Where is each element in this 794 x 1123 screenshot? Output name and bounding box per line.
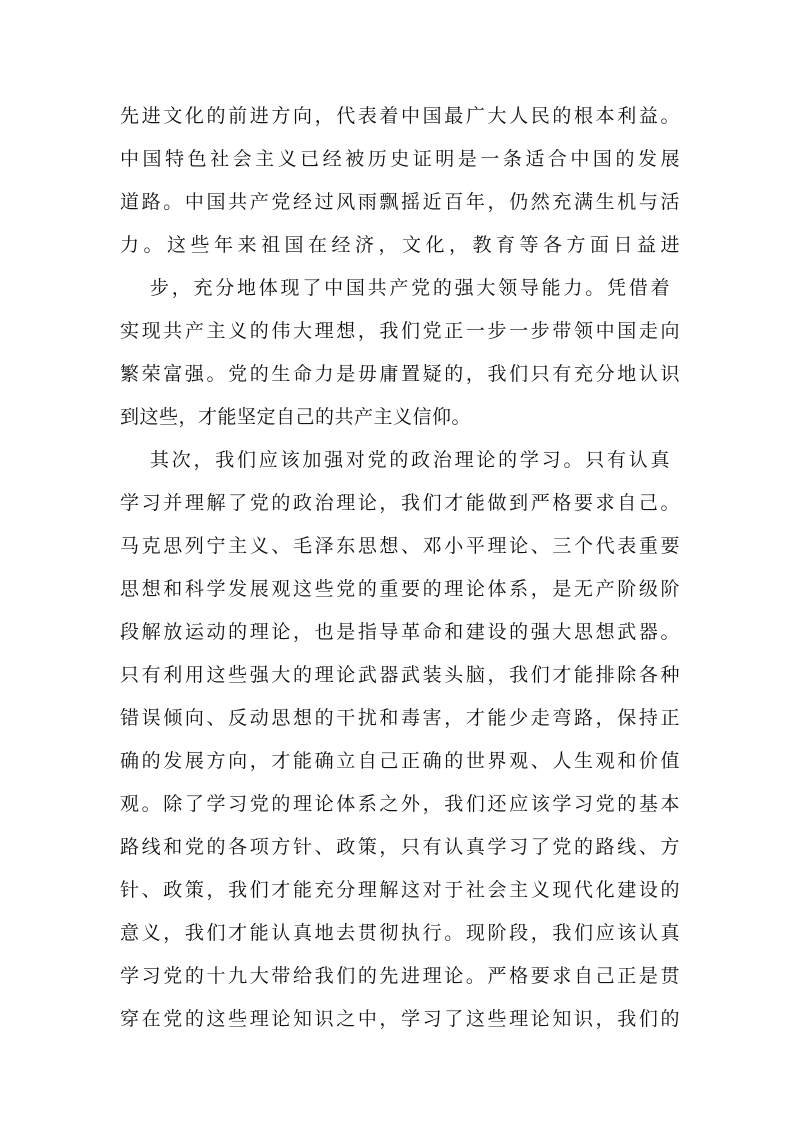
paragraph-line: 针、政策，我们才能充分理解这对于社会主义现代化建设的 xyxy=(120,879,680,901)
paragraph-line: 繁荣富强。党的生命力是毋庸置疑的，我们只有充分地认识 xyxy=(120,363,680,385)
paragraph-line: 思想和科学发展观这些党的重要的理论体系，是无产阶级阶 xyxy=(120,578,680,600)
paragraph-line: 中国特色社会主义已经被历史证明是一条适合中国的发展 xyxy=(120,148,680,170)
paragraph-line: 路线和党的各项方针、政策，只有认真学习了党的路线、方 xyxy=(120,836,680,858)
paragraph-line: 观。除了学习党的理论体系之外，我们还应该学习党的基本 xyxy=(120,793,680,815)
paragraph-line: 穿在党的这些理论知识之中，学习了这些理论知识，我们的 xyxy=(120,1008,680,1030)
paragraph-line: 到这些，才能坚定自己的共产主义信仰。 xyxy=(120,406,472,428)
paragraph-line: 道路。中国共产党经过风雨飘摇近百年，仍然充满生机与活 xyxy=(120,191,680,213)
paragraph-line: 步，充分地体现了中国共产党的强大领导能力。凭借着 xyxy=(150,277,670,299)
paragraph-line: 实现共产主义的伟大理想，我们党正一步一步带领中国走向 xyxy=(120,320,680,342)
paragraph-line: 只有利用这些强大的理论武器武装头脑，我们才能排除各种 xyxy=(120,664,680,686)
paragraph-line: 其次，我们应该加强对党的政治理论的学习。只有认真 xyxy=(150,449,670,471)
paragraph-line: 学习并理解了党的政治理论，我们才能做到严格要求自己。 xyxy=(120,492,680,514)
paragraph-line: 确的发展方向，才能确立自己正确的世界观、人生观和价值 xyxy=(120,750,680,772)
paragraph-line: 学习党的十九大带给我们的先进理论。严格要求自己正是贯 xyxy=(120,965,680,987)
paragraph-line: 段解放运动的理论，也是指导革命和建设的强大思想武器。 xyxy=(120,621,680,643)
paragraph-line: 错误倾向、反动思想的干扰和毒害，才能少走弯路，保持正 xyxy=(120,707,680,729)
paragraph-line: 力。这些年来祖国在经济，文化，教育等各方面日益进 xyxy=(120,234,680,256)
paragraph-line: 先进文化的前进方向，代表着中国最广大人民的根本利益。 xyxy=(120,105,680,127)
paragraph-line: 意义，我们才能认真地去贯彻执行。现阶段，我们应该认真 xyxy=(120,922,680,944)
paragraph-line: 马克思列宁主义、毛泽东思想、邓小平理论、三个代表重要 xyxy=(120,535,680,557)
